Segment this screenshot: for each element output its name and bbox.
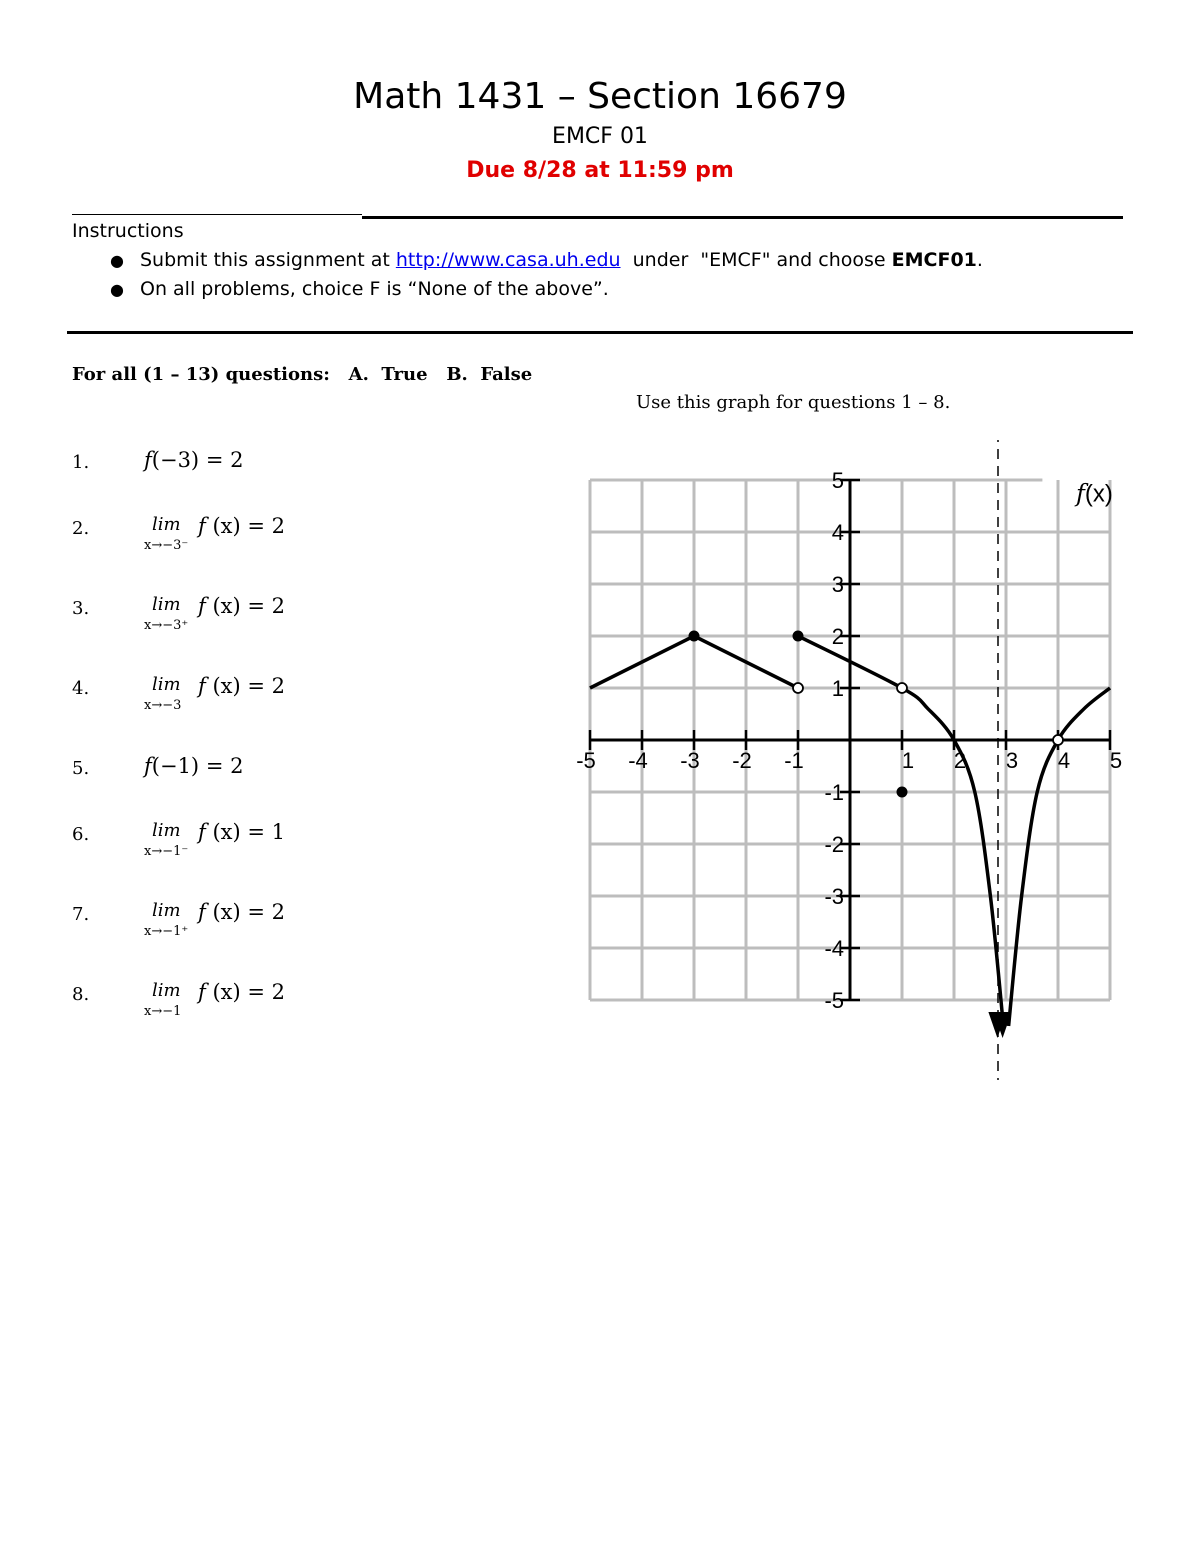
- questions-header: For all (1 – 13) questions: A. True B. False: [72, 364, 533, 385]
- instruction-item-submit: ● Submit this assignment at http://www.casa.uh.edu under "EMCF" and choose EMCF01.: [110, 249, 983, 271]
- question-item: [72, 754, 492, 798]
- closed-point: [793, 631, 804, 642]
- question-item: [72, 980, 492, 1024]
- question-item: [72, 820, 492, 864]
- limit-subscript: x→−3: [144, 698, 182, 713]
- closed-point: [897, 787, 908, 798]
- x-tick-label: -2: [732, 748, 752, 773]
- question-expression: f(−1) = 2: [144, 754, 244, 778]
- divider-bottom: [67, 331, 1133, 334]
- assignment-name: EMCF01: [891, 249, 977, 271]
- question-number: 2.: [72, 518, 90, 539]
- divider-top-thick: [362, 216, 1123, 219]
- instructions-heading: Instructions: [72, 220, 184, 242]
- limit-subscript: x→−3⁺: [144, 618, 189, 633]
- y-tick-label: -1: [824, 780, 844, 805]
- question-expression: f (x) = 2: [198, 980, 286, 1004]
- bullet-icon: ●: [110, 251, 124, 270]
- limit-subscript: x→−1⁻: [144, 844, 189, 859]
- question-number: 7.: [72, 904, 90, 925]
- y-tick-label: -3: [824, 884, 844, 909]
- question-item: [72, 900, 492, 944]
- x-tick-label: -3: [680, 748, 700, 773]
- y-tick-label: -5: [824, 988, 844, 1013]
- bullet-icon: ●: [110, 280, 124, 299]
- question-number: 8.: [72, 984, 90, 1005]
- x-tick-label: -1: [784, 748, 804, 773]
- question-expression: f (x) = 2: [198, 514, 286, 538]
- x-tick-label: 5: [1109, 748, 1123, 773]
- open-point: [897, 683, 907, 693]
- limit-operator: lim: [152, 674, 181, 695]
- graph-caption: Use this graph for questions 1 – 8.: [636, 392, 951, 413]
- function-graph: [560, 440, 1160, 1080]
- page-title: Math 1431 – Section 16679: [353, 76, 847, 117]
- instruction-item-choice-f: ● On all problems, choice F is “None of the above”.: [110, 278, 609, 300]
- open-point: [793, 683, 803, 693]
- x-tick-label: 2: [953, 748, 967, 773]
- limit-subscript: x→−3⁻: [144, 538, 189, 553]
- limit-operator: lim: [152, 594, 181, 615]
- question-expression: f (x) = 1: [198, 820, 286, 844]
- limit-subscript: x→−1: [144, 1004, 182, 1019]
- question-number: 4.: [72, 678, 90, 699]
- question-expression: f (x) = 2: [198, 900, 286, 924]
- x-tick-label: -4: [628, 748, 648, 773]
- y-tick-label: 4: [831, 520, 844, 545]
- y-tick-label: 3: [831, 572, 844, 597]
- question-item: [72, 514, 492, 558]
- y-tick-label: -4: [824, 936, 844, 961]
- limit-operator: lim: [152, 514, 181, 535]
- y-tick-label: -2: [824, 832, 844, 857]
- function-label: f(x): [1075, 479, 1113, 508]
- question-item: [72, 594, 492, 638]
- limit-operator: lim: [152, 820, 181, 841]
- x-tick-label: 1: [901, 748, 915, 773]
- divider-top-thin: [72, 214, 362, 215]
- question-item: [72, 448, 492, 492]
- due-date: Due 8/28 at 11:59 pm: [466, 158, 734, 183]
- x-tick-label: -5: [576, 748, 596, 773]
- limit-operator: lim: [152, 980, 181, 1001]
- y-tick-label: 5: [831, 468, 844, 493]
- question-expression: f (x) = 2: [198, 594, 286, 618]
- question-number: 3.: [72, 598, 90, 619]
- x-tick-label: 3: [1005, 748, 1019, 773]
- question-number: 5.: [72, 758, 90, 779]
- limit-operator: lim: [152, 900, 181, 921]
- question-item: [72, 674, 492, 718]
- open-point: [1053, 735, 1063, 745]
- assignment-code: EMCF 01: [552, 124, 648, 149]
- casa-link[interactable]: http://www.casa.uh.edu: [395, 249, 621, 271]
- question-number: 6.: [72, 824, 90, 845]
- y-tick-label: 1: [831, 676, 844, 701]
- limit-subscript: x→−1⁺: [144, 924, 189, 939]
- closed-point: [689, 631, 700, 642]
- y-tick-label: 2: [831, 624, 844, 649]
- question-expression: f (x) = 2: [198, 674, 286, 698]
- question-number: 1.: [72, 452, 90, 473]
- question-expression: f(−3) = 2: [144, 448, 244, 472]
- x-tick-label: 4: [1057, 748, 1071, 773]
